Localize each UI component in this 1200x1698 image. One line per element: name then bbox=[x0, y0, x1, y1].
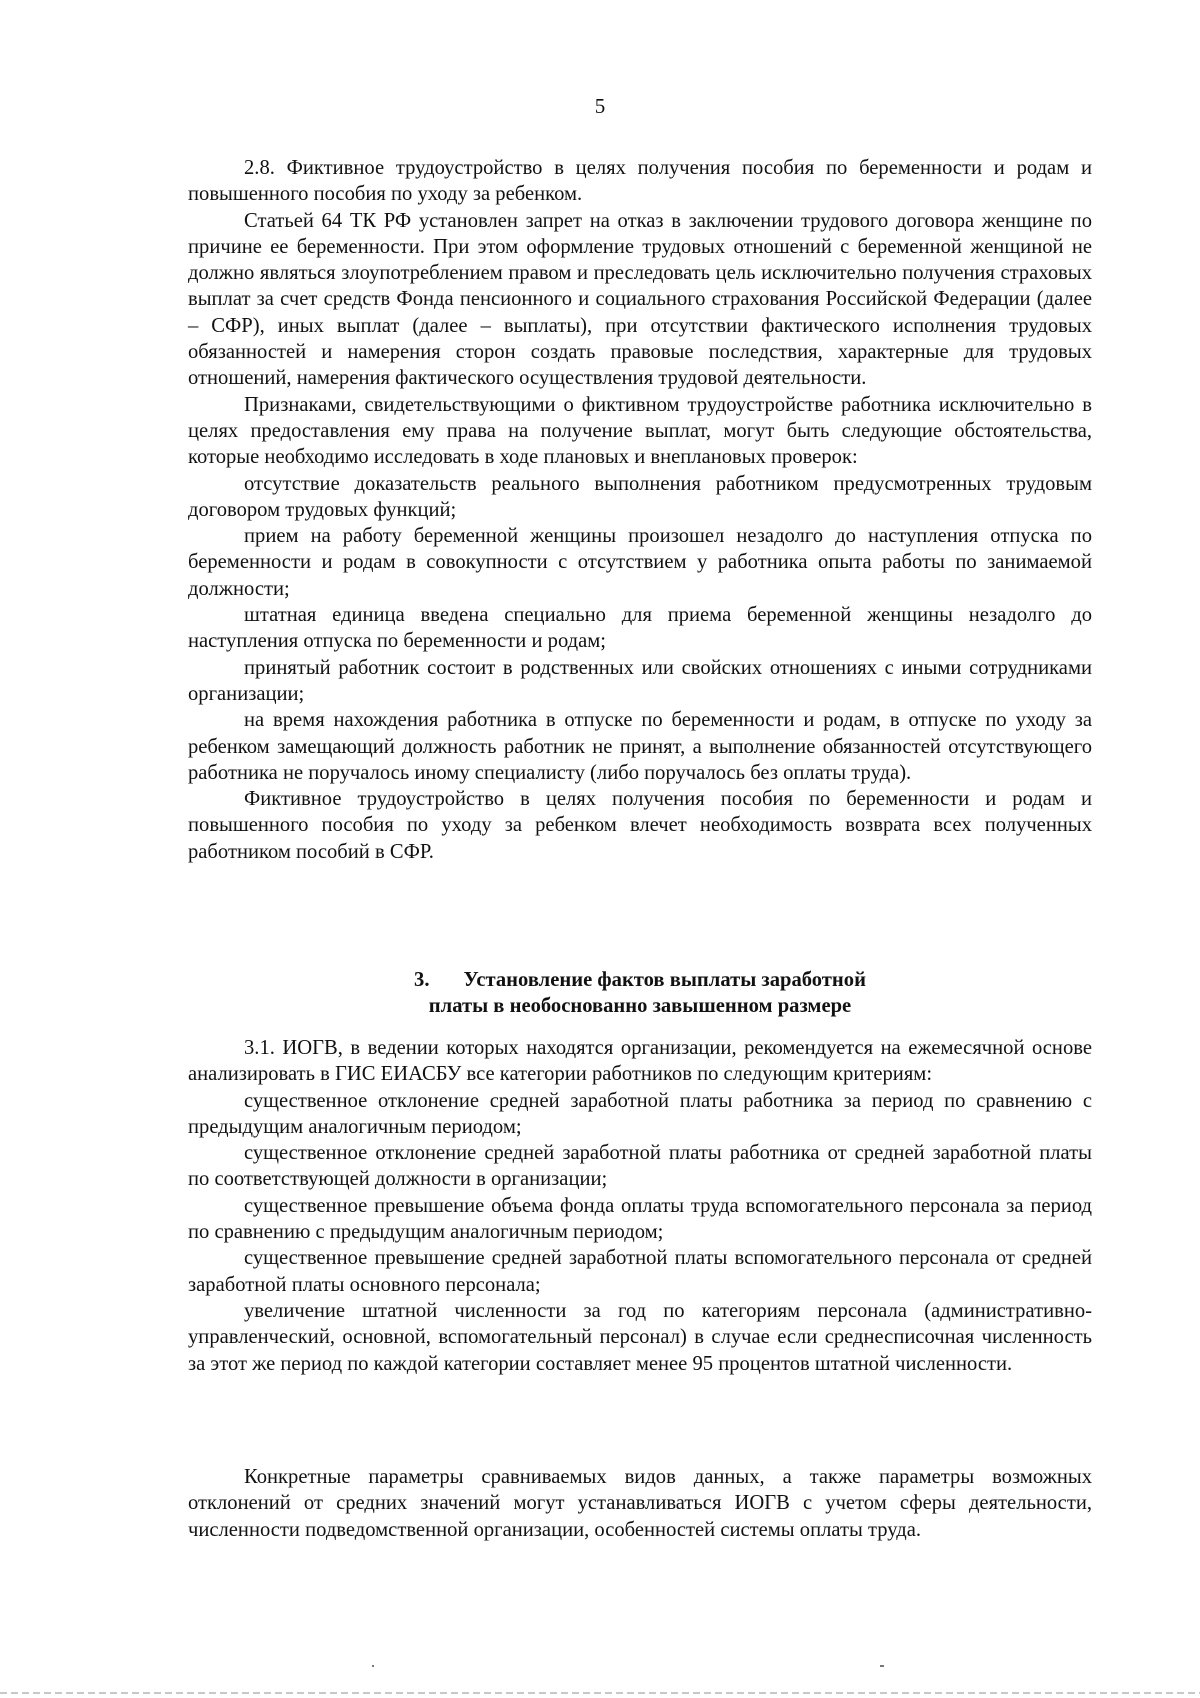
list-item-no-replacement: на время нахождения работника в отпуске по беременности и родам, в отпуске по уходу за ребенком замещающий должность работник не принят, а выполнение обязанностей отсутствующего работника не поручалось иному специалисту (либо поручалось без оплаты труда). bbox=[188, 709, 1092, 784]
list-item-hired-shortly-before-leave: прием на работу беременной женщины произошел незадолго до наступления отпуска по беременности и родам в совокупности с отсутствием у работника опыта работы по занимаемой должности; bbox=[188, 525, 1092, 600]
closing-paragraph: Конкретные параметры сравниваемых видов данных, а также параметры возможных отклонений от средних значений могут устанавливаться ИОГВ с учетом сферы деятельности, численности подведомственной организации, особенностей системы оплаты труда. bbox=[188, 1466, 1092, 1541]
page-number: 5 bbox=[594, 94, 606, 118]
paragraph-signs-intro: Признаками, свидетельствующими о фиктивном трудоустройстве работника исключительно в целях предоставления ему права на получение выплат, могут быть следующие обстоятельства, которые необходимо исследовать в ходе плановых и внеплановых проверок: bbox=[188, 393, 1092, 469]
scan-artifact bbox=[880, 1665, 884, 1667]
list-item-related-employee: принятый работник состоит в родственных или свойских отношениях с иными сотрудниками организации; bbox=[188, 656, 1092, 705]
paragraph-3-1: 3.1. ИОГВ, в ведении которых находятся организации, рекомендуется на ежемесячной основе анализировать в ГИС ЕИАСБУ все категории работников по следующим критериям: bbox=[188, 1037, 1092, 1086]
section-3-title-line-1: Установление фактов выплаты заработной bbox=[463, 969, 866, 991]
section-2-body bbox=[188, 155, 1092, 865]
criterion-headcount-increase: увеличение штатной численности за год по категориям персонала (административно-управленческий, основной, вспомогательный персонал) в случае если среднесписочная численность за этот же период по каждой категории составляет менее 95 процентов штатной численности. bbox=[188, 1299, 1092, 1375]
section-3-heading-line-1 bbox=[188, 967, 1092, 993]
section-3-heading-line-2 bbox=[188, 993, 1092, 1019]
scan-edge-line bbox=[0, 1692, 1200, 1694]
paragraph-2-8-title: 2.8. Фиктивное трудоустройство в целях получения пособия по беременности и родам и повышенного пособия по уходу за ребенком. bbox=[188, 157, 1092, 206]
criterion-position-deviation: существенное отклонение средней заработной платы работника от средней заработной платы по соответствующей должности в организации; bbox=[188, 1142, 1092, 1191]
criterion-period-deviation: существенное отклонение средней заработной платы работника за период по сравнению с предыдущим аналогичным периодом; bbox=[188, 1089, 1092, 1138]
paragraph-article-64: Статьей 64 ТК РФ установлен запрет на отказ в заключении трудового договора женщине по причине ее беременности. При этом оформление трудовых отношений с беременной женщиной не должно являться злоупотреблением правом и преследовать цель исключительно получения страховых выплат за счет средств Фонда пенсионного и социального страхования Российской Федерации (далее – СФР), иных выплат (далее – выплаты), при отсутствии фактического исполнения трудовых обязанностей и намерения сторон создать правовые последствия, характерные для трудовых отношений, намерения фактического осуществления трудовой деятельности. bbox=[188, 209, 1092, 390]
section-3-body bbox=[188, 1035, 1092, 1377]
criterion-auxiliary-salary-excess: существенное превышение средней заработной платы вспомогательного персонала от средней заработной платы основного персонала; bbox=[188, 1247, 1092, 1296]
paragraph-refund-consequence: Фиктивное трудоустройство в целях получения пособия по беременности и родам и повышенного пособия по уходу за ребенком влечет необходимость возврата всех полученных работником пособий в СФР. bbox=[188, 788, 1092, 863]
list-item-position-created: штатная единица введена специально для приема беременной женщины незадолго до наступления отпуска по беременности и родам; bbox=[188, 604, 1092, 653]
list-item-no-evidence: отсутствие доказательств реального выполнения работником предусмотренных трудовым договором трудовых функций; bbox=[188, 472, 1092, 521]
section-3-number: 3. bbox=[414, 969, 430, 991]
scan-artifact bbox=[372, 1665, 374, 1667]
closing-block bbox=[188, 1464, 1092, 1543]
section-3-title-line-2: платы в необоснованно завышенном размере bbox=[428, 995, 852, 1017]
criterion-fund-excess: существенное превышение объема фонда оплаты труда вспомогательного персонала за период по сравнению с предыдущим аналогичным периодом; bbox=[188, 1194, 1092, 1244]
